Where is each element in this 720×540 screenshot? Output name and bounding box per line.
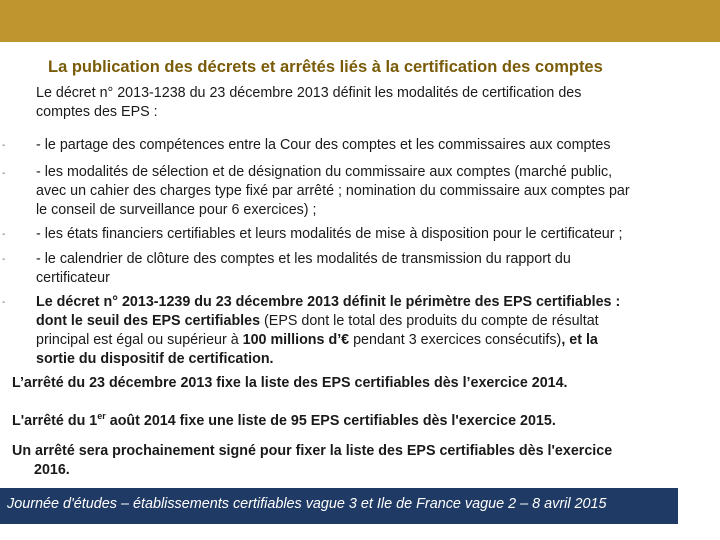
header-band [0,0,720,42]
intro-paragraph [36,84,581,122]
list-item: - les modalités de sélection et de désignation du commissaire aux comptes (marché public, avec un cahier des charges type fixé par arrêté ; nomination du commissaire aux comptes par le conseil de surveillance pour 6 exercices) ; [36,164,630,218]
footer-bar [0,488,678,524]
arrete-2014-paragraph: L'arrêté du 1er août 2014 fixe une liste de 95 EPS certifiables dès l'exercice 2015. [12,411,556,429]
footer-text: Journée d'études – établissements certifiables vague 3 et Ile de France vague 2 – 8 avril 2015 [7,496,607,512]
intro-line-2: comptes des EPS : [36,104,158,120]
bullet-marker: - [2,140,6,151]
list-item: - le partage des compétences entre la Cour des comptes et les commissaires aux comptes [36,137,611,153]
bullet-marker: - [2,297,6,308]
bullet-marker: - [2,229,6,240]
list-item: - les états financiers certifiables et leurs modalités de mise à disposition pour le certificateur ; [36,226,623,242]
bullet-marker: - [2,168,6,179]
intro-line-1: Le décret n° 2013-1238 du 23 décembre 2013 définit les modalités de certification des [36,85,582,101]
decree-2-paragraph: Le décret n° 2013-1239 du 23 décembre 2013 définit le périmètre des EPS certifiables : dont le seuil des EPS certifiables (EPS dont le total des produits du compte de résultat principal est égal ou supérieur à 100 millions d’€ pendant 3 exercices consécutifs), et la sortie du dispositif de certification. [36,294,621,367]
list-item: - le calendrier de clôture des comptes et les modalités de transmission du rapport du certificateur [36,251,571,286]
slide-title: La publication des décrets et arrêtés liés à la certification des comptes [48,58,603,76]
bullet-marker: - [2,254,6,265]
arrete-2013-paragraph: L’arrêté du 23 décembre 2013 fixe la liste des EPS certifiables dès l’exercice 2014. [12,375,568,391]
arrete-2016-paragraph: Un arrêté sera prochainement signé pour fixer la liste des EPS certifiables dès l'exercice 2016. [12,443,613,478]
